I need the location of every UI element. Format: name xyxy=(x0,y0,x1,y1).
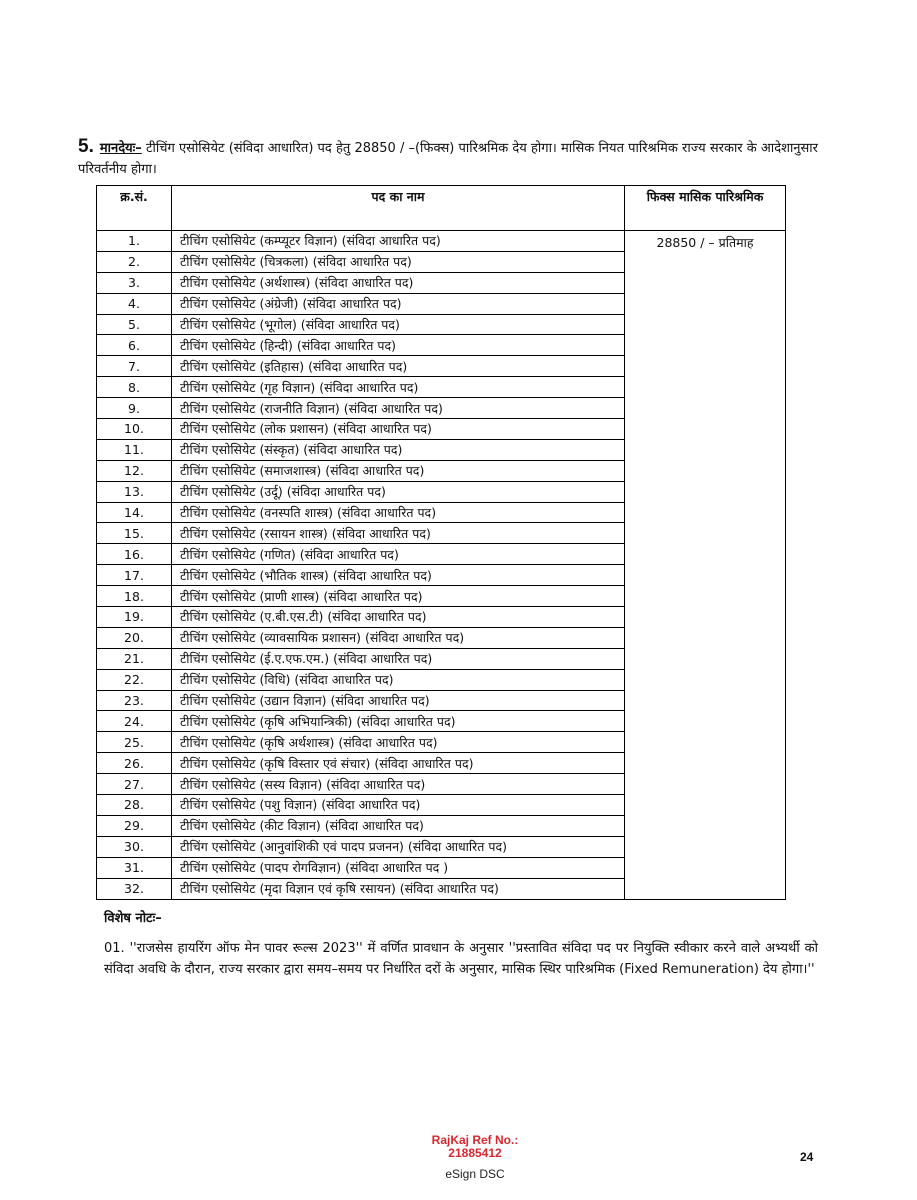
row-post-name: टीचिंग एसोसियेट (राजनीति विज्ञान) (संविदा आधारित पद) xyxy=(172,398,625,419)
row-post-name: टीचिंग एसोसियेट (समाजशास्त्र) (संविदा आधारित पद) xyxy=(172,460,625,481)
special-note-title: विशेष नोटः– xyxy=(104,911,162,926)
row-post-name: टीचिंग एसोसियेट (विधि) (संविदा आधारित पद) xyxy=(172,669,625,690)
row-serial: 18. xyxy=(97,586,172,607)
row-serial: 30. xyxy=(97,836,172,857)
row-serial: 5. xyxy=(97,314,172,335)
page-number: 24 xyxy=(800,1150,814,1164)
row-serial: 26. xyxy=(97,753,172,774)
row-serial: 21. xyxy=(97,648,172,669)
row-serial: 8. xyxy=(97,377,172,398)
section-heading xyxy=(78,136,818,180)
row-serial: 31. xyxy=(97,857,172,878)
row-serial: 1. xyxy=(97,231,172,252)
row-serial: 29. xyxy=(97,815,172,836)
row-post-name: टीचिंग एसोसियेट (संस्कृत) (संविदा आधारित पद) xyxy=(172,439,625,460)
row-post-name: टीचिंग एसोसियेट (इतिहास) (संविदा आधारित पद) xyxy=(172,356,625,377)
section-number: 5. xyxy=(78,136,94,157)
row-post-name: टीचिंग एसोसियेट (मृदा विज्ञान एवं कृषि रसायन) (संविदा आधारित पद) xyxy=(172,878,625,899)
row-post-name: टीचिंग एसोसियेट (ई.ए.एफ.एम.) (संविदा आधारित पद) xyxy=(172,648,625,669)
row-serial: 13. xyxy=(97,481,172,502)
section-title: मानदेयः– xyxy=(99,141,142,156)
table-header-row xyxy=(97,186,786,231)
header-fixed-pay: फिक्स मासिक पारिश्रमिक xyxy=(625,186,786,231)
row-serial: 16. xyxy=(97,544,172,565)
ref-label: RajKaj Ref No.: xyxy=(431,1133,519,1147)
row-post-name: टीचिंग एसोसियेट (गणित) (संविदा आधारित पद) xyxy=(172,544,625,565)
row-serial: 4. xyxy=(97,293,172,314)
row-serial: 15. xyxy=(97,523,172,544)
row-post-name: टीचिंग एसोसियेट (हिन्दी) (संविदा आधारित पद) xyxy=(172,335,625,356)
table-body xyxy=(97,231,786,900)
row-serial: 14. xyxy=(97,502,172,523)
row-post-name: टीचिंग एसोसियेट (कीट विज्ञान) (संविदा आधारित पद) xyxy=(172,815,625,836)
row-post-name: टीचिंग एसोसियेट (लोक प्रशासन) (संविदा आधारित पद) xyxy=(172,419,625,440)
row-post-name: टीचिंग एसोसियेट (अंग्रेजी) (संविदा आधारित पद) xyxy=(172,293,625,314)
row-serial: 12. xyxy=(97,460,172,481)
row-post-name: टीचिंग एसोसियेट (वनस्पति शास्त्र) (संविदा आधारित पद) xyxy=(172,502,625,523)
row-serial: 24. xyxy=(97,711,172,732)
row-serial: 10. xyxy=(97,419,172,440)
row-post-name: टीचिंग एसोसियेट (भूगोल) (संविदा आधारित पद) xyxy=(172,314,625,335)
row-post-name: टीचिंग एसोसियेट (कृषि विस्तार एवं संचार) (संविदा आधारित पद) xyxy=(172,753,625,774)
row-serial: 6. xyxy=(97,335,172,356)
row-serial: 11. xyxy=(97,439,172,460)
ref-number: 21885412 xyxy=(448,1146,502,1160)
row-post-name: टीचिंग एसोसियेट (प्राणी शास्त्र) (संविदा आधारित पद) xyxy=(172,586,625,607)
header-serial: क्र.सं. xyxy=(97,186,172,231)
table-row xyxy=(97,231,786,252)
row-post-name: टीचिंग एसोसियेट (उर्दू) (संविदा आधारित पद) xyxy=(172,481,625,502)
row-post-name: टीचिंग एसोसियेट (ए.बी.एस.टी) (संविदा आधारित पद) xyxy=(172,607,625,628)
row-serial: 25. xyxy=(97,732,172,753)
row-serial: 9. xyxy=(97,398,172,419)
row-post-name: टीचिंग एसोसियेट (कम्प्यूटर विज्ञान) (संविदा आधारित पद) xyxy=(172,231,625,252)
row-serial: 17. xyxy=(97,565,172,586)
row-post-name: टीचिंग एसोसियेट (अर्थशास्त्र) (संविदा आधारित पद) xyxy=(172,272,625,293)
remuneration-table xyxy=(96,185,786,900)
row-serial: 22. xyxy=(97,669,172,690)
row-post-name: टीचिंग एसोसियेट (सस्य विज्ञान) (संविदा आधारित पद) xyxy=(172,774,625,795)
special-note-text: 01. ''राजसेस हायरिंग ऑफ मेन पावर रूल्स 2023'' में वर्णित प्रावधान के अनुसार ''प्रस्तावित संविदा पद पर नियुक्ति स्वीकार करने वाले अभ्यर्थी को संविदा अवधि के दौरान, राज्य सरकार द्वारा समय–समय पर निर्धारित दरों के अनुसार, मासिक स्थिर पारिश्रमिक (Fixed Remuneration) देय होगा।'' xyxy=(104,941,818,977)
row-serial: 2. xyxy=(97,251,172,272)
row-post-name: टीचिंग एसोसियेट (पादप रोगविज्ञान) (संविदा आधारित पद ) xyxy=(172,857,625,878)
row-post-name: टीचिंग एसोसियेट (गृह विज्ञान) (संविदा आधारित पद) xyxy=(172,377,625,398)
fixed-pay-cell: 28850 / – प्रतिमाह xyxy=(625,231,786,900)
row-serial: 3. xyxy=(97,272,172,293)
row-serial: 23. xyxy=(97,690,172,711)
esign-label: eSign DSC xyxy=(445,1167,505,1181)
rajkaj-reference xyxy=(420,1134,530,1160)
row-post-name: टीचिंग एसोसियेट (रसायन शास्त्र) (संविदा आधारित पद) xyxy=(172,523,625,544)
row-post-name: टीचिंग एसोसियेट (पशु विज्ञान) (संविदा आधारित पद) xyxy=(172,795,625,816)
row-serial: 19. xyxy=(97,607,172,628)
row-serial: 27. xyxy=(97,774,172,795)
row-post-name: टीचिंग एसोसियेट (उद्यान विज्ञान) (संविदा आधारित पद) xyxy=(172,690,625,711)
row-serial: 20. xyxy=(97,627,172,648)
row-post-name: टीचिंग एसोसियेट (आनुवांशिकी एवं पादप प्रजनन) (संविदा आधारित पद) xyxy=(172,836,625,857)
row-post-name: टीचिंग एसोसियेट (कृषि अर्थशास्त्र) (संविदा आधारित पद) xyxy=(172,732,625,753)
row-post-name: टीचिंग एसोसियेट (कृषि अभियान्त्रिकी) (संविदा आधारित पद) xyxy=(172,711,625,732)
section-text: टीचिंग एसोसियेट (संविदा आधारित) पद हेतु 28850 / –(फिक्स) पारिश्रमिक देय होगा। मासिक नियत पारिश्रमिक राज्य सरकार के आदेशानुसार परिवर्तनीय होगा। xyxy=(78,141,818,177)
row-post-name: टीचिंग एसोसियेट (चित्रकला) (संविदा आधारित पद) xyxy=(172,251,625,272)
row-post-name: टीचिंग एसोसियेट (व्यावसायिक प्रशासन) (संविदा आधारित पद) xyxy=(172,627,625,648)
header-post-name: पद का नाम xyxy=(172,186,625,231)
row-serial: 28. xyxy=(97,795,172,816)
row-serial: 7. xyxy=(97,356,172,377)
row-serial: 32. xyxy=(97,878,172,899)
row-post-name: टीचिंग एसोसियेट (भौतिक शास्त्र) (संविदा आधारित पद) xyxy=(172,565,625,586)
